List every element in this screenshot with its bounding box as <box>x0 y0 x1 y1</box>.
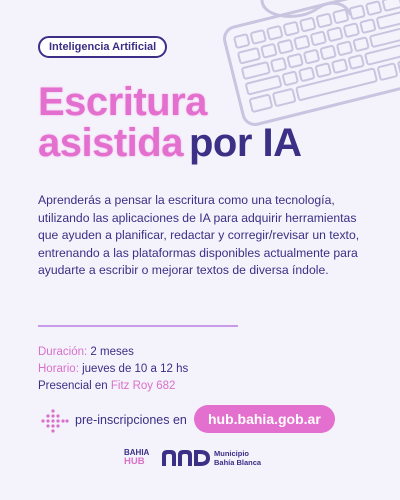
course-info <box>38 344 188 395</box>
section-divider <box>38 325 238 327</box>
category-tag: Inteligencia Artificial <box>38 36 167 58</box>
schedule-label: Horario: <box>38 363 79 375</box>
title-rest: por IA <box>188 121 302 165</box>
municipio-logo-mark <box>160 449 212 467</box>
registration-label: pre-inscripciones en <box>75 413 187 427</box>
duration-value: 2 meses <box>90 346 134 358</box>
course-description: Aprenderás a pensar la escritura como una tecnología, utilizando las aplicaciones de IA para adquirir herramientas que ayuden a planificar, redactar y corregir/revisar un texto, entrenando a las plataformas disponibles actualmente para ayudarte a escribir o mejorar textos de diversa índole. <box>38 193 360 278</box>
dots-arrow-icon <box>40 407 70 435</box>
hub-logo-line-2: HUB <box>124 455 145 467</box>
duration-row <box>38 344 188 361</box>
title-line-1: Escritura <box>38 80 207 124</box>
location-row <box>38 378 188 395</box>
title-line-2 <box>38 122 302 164</box>
schedule-row <box>38 361 188 378</box>
title-highlight: asistida <box>38 121 183 165</box>
registration-link[interactable]: hub.bahia.gob.ar <box>194 405 335 433</box>
duration-label: Duración: <box>38 346 88 358</box>
muni-line-2: Bahía Blanca <box>214 457 262 467</box>
hub-logo-line-1: BAHIA <box>124 448 150 457</box>
location-label: Presencial en <box>38 380 108 392</box>
page-title <box>38 82 302 164</box>
muni-line-1: Municipio <box>214 449 249 458</box>
location-value: Fitz Roy 682 <box>110 380 176 392</box>
municipio-logo-text <box>214 450 261 467</box>
schedule-value: jueves de 10 a 12 hs <box>82 363 189 375</box>
bahia-hub-logo <box>124 449 149 466</box>
